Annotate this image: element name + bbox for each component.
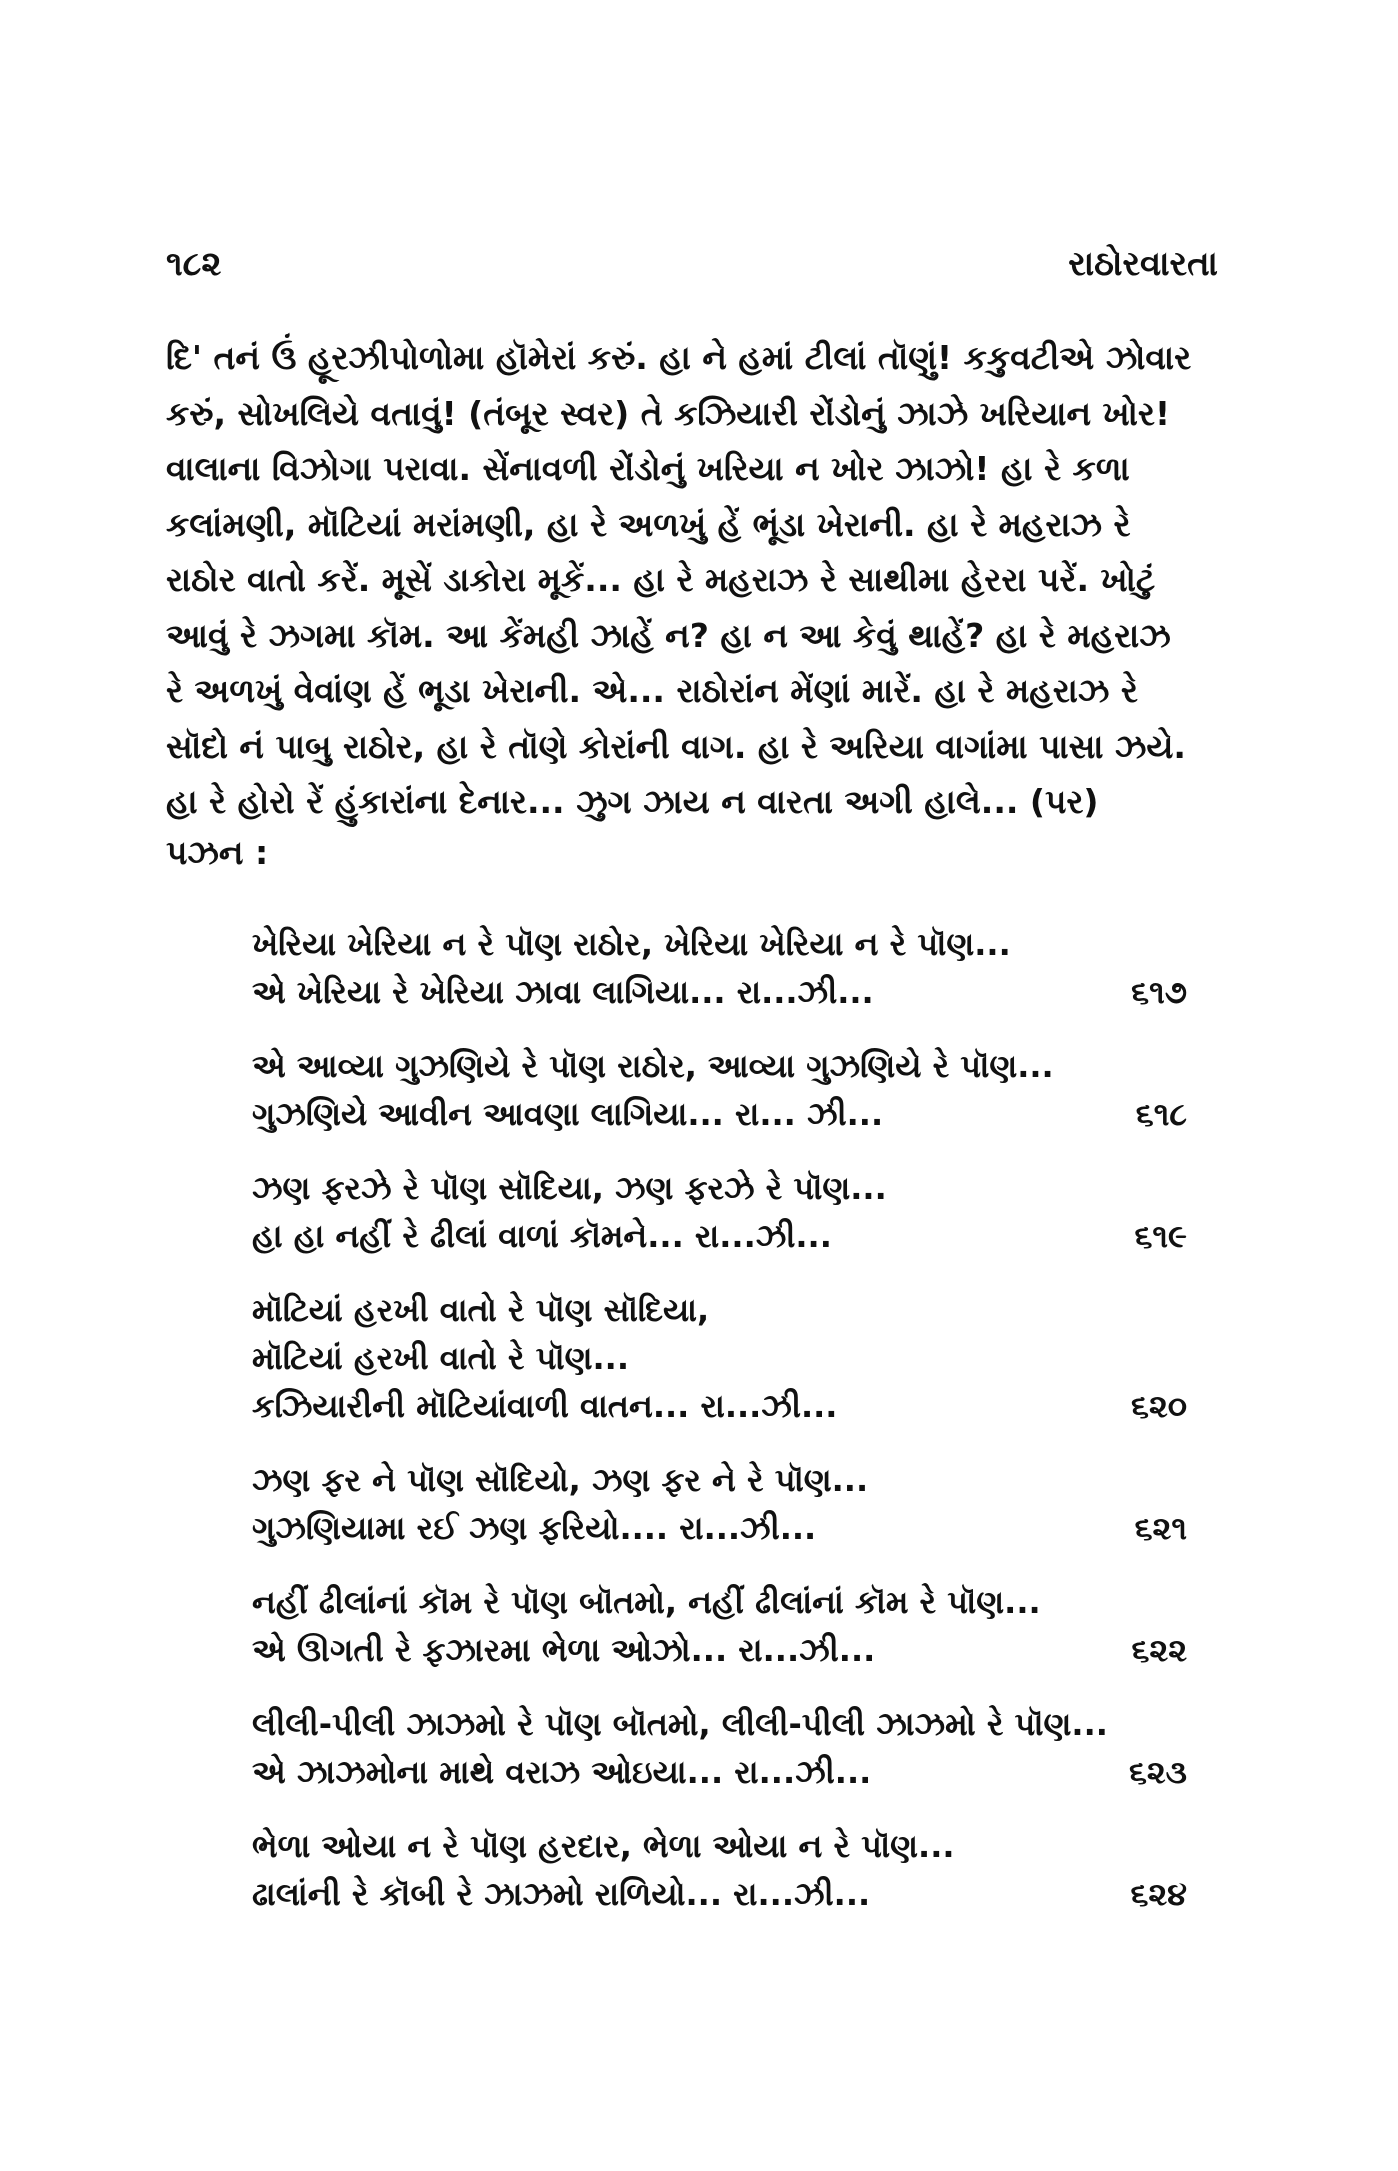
verse-number: ૬૧૭: [1131, 973, 1187, 1011]
verse-text: એ આવ્યા ગુઝણિયે રે પૉણ રાઠોર, આવ્યા ગુઝણિયે રે પૉણ...: [252, 1047, 1054, 1085]
verse-number: ૬૧૮: [1135, 1095, 1187, 1133]
verse-number: ૬૧૯: [1134, 1217, 1187, 1255]
stanza: [252, 1042, 1187, 1138]
verse-text: ખેરિયા ખેરિયા ન રે પૉણ રાઠોર, ખેરિયા ખેરિયા ન રે પૉણ...: [252, 925, 1011, 963]
paragraph-line: કલાંમણી, મૉટિયાં મરાંમણી, હા રે અળખું હેં ભૂંડા ખેરાની. હા રે મહરાઝ રે: [166, 504, 1131, 544]
verse-line: [252, 1212, 1187, 1260]
verse-line: [252, 1286, 1187, 1334]
verse-line: [252, 920, 1187, 968]
section-label: પઝન :: [166, 833, 269, 872]
verse-line: [252, 1626, 1187, 1674]
verse-line: [252, 1042, 1187, 1090]
verse-text: ઢાલાંની રે કૉબી રે ઝાઝમો રાળિયો... રા...ઝી...: [252, 1875, 871, 1913]
stanza: [252, 920, 1187, 1016]
running-head: રાઠોરવારતા: [1068, 244, 1218, 284]
verse-text: હા હા નહીં રે ઢીલાં વાળાં કૉમને... રા...ઝી...: [252, 1217, 832, 1255]
verse-number: ૬૨૨: [1131, 1631, 1187, 1669]
page-number: ૧૮૨: [166, 244, 222, 284]
paragraph-line: રે અળખું વેવાંણ હેં ભૂડા ખેરાની. એ... રાઠોરાંન મેંણાં મારેં. હા રે મહરાઝ રે: [166, 671, 1138, 710]
verse-line: [252, 1748, 1187, 1796]
verse-line: [252, 1870, 1187, 1918]
paragraph-line: આવું રે ઝગમા કૉમ. આ કેંમહી ઝાહેં ન? હા ન આ કેવું થાહેં? હા રે મહરાઝ: [166, 615, 1171, 655]
verse-number: ૬૨૦: [1131, 1387, 1187, 1425]
paragraph-line: વાલાના વિઝોગા પરાવા. સેંનાવળી રોંડોનું ખરિયા ન ખોર ઝાઝો! હા રે કળા: [166, 449, 1130, 488]
stanza: [252, 1164, 1187, 1260]
verse-text: ભેળા ઓયા ન રે પૉણ હરદાર, ભેળા ઓયા ન રે પૉણ...: [252, 1827, 955, 1865]
verse-line: [252, 968, 1187, 1016]
verse-text: મૉટિયાં હરખી વાતો રે પૉણ...: [252, 1339, 629, 1377]
verse-text: મૉટિયાં હરખી વાતો રે પૉણ સૉદિયા,: [252, 1291, 710, 1329]
verse-text: ગુઝણિયામા રઈ ઝણ ફરિયો.... રા...ઝી...: [252, 1509, 817, 1547]
stanza: [252, 1456, 1187, 1552]
verse-line: [252, 1090, 1187, 1138]
prose-paragraph: [166, 330, 1218, 830]
verse-text: ગુઝણિયે આવીન આવણા લાગિયા... રા... ઝી...: [252, 1095, 884, 1133]
verse-line: [252, 1456, 1187, 1504]
verse-text: ઝણ ફર ને પૉણ સૉદિયો, ઝણ ફર ને રે પૉણ...: [252, 1461, 869, 1499]
verse-line: [252, 1700, 1187, 1748]
verse-text: એ ખેરિયા રે ખેરિયા ઝાવા લાગિયા... રા...ઝી...: [252, 973, 874, 1011]
verse-number: ૬૨૧: [1134, 1509, 1187, 1547]
stanza: [252, 1822, 1187, 1918]
verse-number: ૬૨૪: [1130, 1875, 1187, 1913]
verse-line: [252, 1822, 1187, 1870]
verse-line: [252, 1382, 1187, 1430]
stanza: [252, 1578, 1187, 1674]
verse-line: [252, 1504, 1187, 1552]
stanza: [252, 1700, 1187, 1796]
paragraph-line: રાઠોર વાતો કરેં. મૂસેં ડાકોરા મૂકેં... હા રે મહરાઝ રે સાથીમા હેરરા પરેં. ખોટું: [166, 560, 1156, 599]
verse-line: [252, 1578, 1187, 1626]
paragraph-line: દિ' તનં ઉં હૂરઝીપોળોમા હૉમેરાં કરું. હા ને હમાં ટીલાં તૉણું! કકુવટીએ ઝોવાર: [166, 338, 1192, 377]
paragraph-line: સૉદો નં પાબુ રાઠોર, હા રે તૉણે કોરાંની વાગ. હા રે અરિયા વાગાંમા પાસા ઝયે.: [166, 726, 1186, 766]
stanza: [252, 1286, 1187, 1430]
verse-text: એ ઊગતી રે ફઝારમા ભેળા ઓઝો... રા...ઝી...: [252, 1631, 876, 1669]
paragraph-line: કરું, સોખલિયે વતાવું! (તંબૂર સ્વર) તે કઝિયારી રોંડોનું ઝાઝે ખરિયાન ખોર!: [166, 393, 1171, 433]
verse-text: નહીં ઢીલાંનાં કૉમ રે પૉણ બૉતમો, નહીં ઢીલાંનાં કૉમ રે પૉણ...: [252, 1583, 1041, 1621]
verse-text: લીલી-પીલી ઝાઝમો રે પૉણ બૉતમો, લીલી-પીલી ઝાઝમો રે પૉણ...: [252, 1705, 1108, 1743]
verse-text: કઝિયારીની મૉટિયાંવાળી વાતન... રા...ઝી...: [252, 1387, 838, 1425]
verse-text: ઝણ ફરઝે રે પૉણ સૉદિયા, ઝણ ફરઝે રે પૉણ...: [252, 1169, 887, 1207]
paragraph-line: હા રે હોરો રેં હુંકારાંના દેનાર... ઝુગ ઝાય ન વારતા અગી હાલે... (પર): [166, 782, 1099, 821]
verse-line: [252, 1164, 1187, 1212]
verse-block: [252, 920, 1187, 1944]
verse-line: [252, 1334, 1187, 1382]
verse-number: ૬૨૩: [1128, 1753, 1187, 1791]
verse-text: એ ઝાઝમોના માથે વરાઝ ઓઇયા... રા...ઝી...: [252, 1753, 872, 1791]
